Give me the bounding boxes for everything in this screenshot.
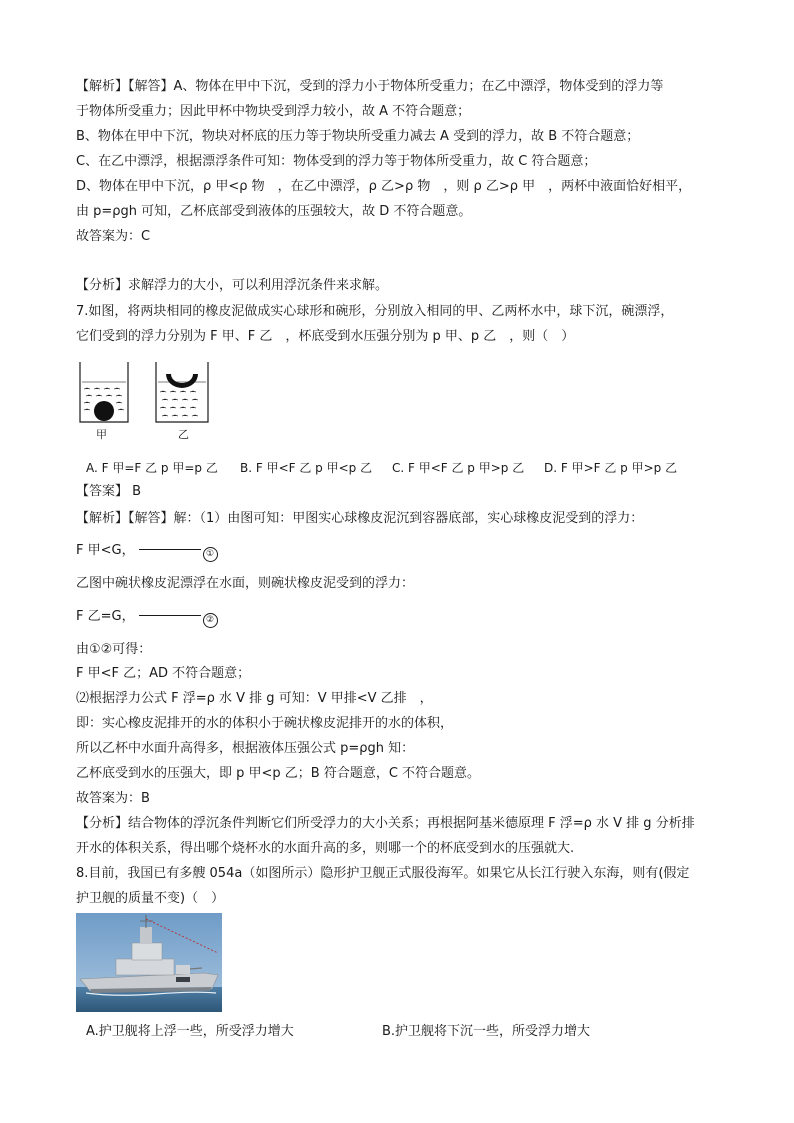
q7-stem-line-2: 它们受到的浮力分别为 F 甲、F 乙 ，杯底受到水压强分别为 p 甲、p 乙 ，则（ ） — [76, 329, 575, 344]
q6-analysis-line-6: 由 p=ρgh 可知，乙杯底部受到液体的压强较大，故 D 不符合题意。 — [76, 204, 472, 219]
q6-analysis-line-5: D、物体在甲中下沉，ρ 甲<ρ 物 ，在乙中漂浮，ρ 乙>ρ 物 ，则 ρ 乙>ρ 甲 ，两杯中液面恰好相平， — [76, 179, 692, 194]
q7-analysis-line-10: 乙杯底受到水的压强大，即 p 甲<p 乙；B 符合题意，C 不符合题意。 — [76, 766, 481, 781]
q7-option-c[interactable]: C. F 甲<F 乙 p 甲>p 乙 — [392, 461, 525, 475]
q8-option-a[interactable]: A.护卫舰将上浮一些，所受浮力增大 — [86, 1024, 294, 1039]
q6-answer: 故答案为：C — [76, 229, 151, 244]
frigate-photo — [76, 913, 222, 1012]
q7-analysis-line-1: 【解析】【解答】解：（1）由图可知：甲图实心球橡皮泥沉到容器底部，实心球橡皮泥受到的浮力： — [76, 511, 644, 526]
q7-option-a[interactable]: A. F 甲=F 乙 p 甲=p 乙 — [86, 461, 218, 475]
q7-analysis-line-7: ⑵根据浮力公式 F 浮=ρ 水 V 排 g 可知：V 甲排<V 乙排 ， — [76, 691, 433, 706]
q7-beakers-figure — [78, 360, 212, 446]
q7-analysis-line-6: F 甲<F 乙；AD 不符合题意； — [76, 666, 251, 681]
q6-analysis-line-4: C、在乙中漂浮，根据漂浮条件可知：物体受到的浮力等于物体所受重力，故 C 符合题意； — [76, 154, 597, 169]
q7-analysis-line-5: 由①②可得： — [76, 642, 152, 657]
q6-analysis-line-2: 于物体所受重力；因此甲杯中物块受到浮力较小，故 A 不符合题意； — [76, 104, 471, 119]
q7-answer: 【答案】 B — [76, 484, 142, 499]
q6-analysis-line-1: 【解析】【解答】A、物体在甲中下沉，受到的浮力小于物体所受重力；在乙中漂浮，物体受到的浮力等 — [76, 79, 664, 94]
q8-option-b[interactable]: B.护卫舰将下沉一些，所受浮力增大 — [382, 1024, 591, 1039]
q7-analysis-line-2: F 甲<G， ① — [76, 542, 218, 562]
q7-stem-line-1: 7.如图，将两块相同的橡皮泥做成实心球形和碗形，分别放入相同的甲、乙两杯水中，球下沉，碗漂浮， — [76, 304, 674, 319]
q8-stem-line-1: 8.目前，我国已有多艘 054a（如图所示）隐形护卫舰正式服役海军。如果它从长江行驶入东海，则有(假定 — [76, 866, 690, 881]
q7-summary-line-2: 开水的体积关系，得出哪个烧杯水的水面升高的多，则哪一个的杯底受到水的压强就大. — [76, 841, 575, 856]
q7-summary-line-1: 【分析】结合物体的浮沉条件判断它们所受浮力的大小关系；再根据阿基米德原理 F 浮=ρ 水 V 排 g 分析排 — [76, 816, 695, 831]
q7-answer-final: 故答案为：B — [76, 791, 150, 806]
q7-analysis-line-3: 乙图中碗状橡皮泥漂浮在水面，则碗状橡皮泥受到的浮力： — [76, 576, 415, 591]
q7-option-b[interactable]: B. F 甲<F 乙 p 甲<p 乙 — [240, 461, 373, 475]
fig-label-left: 甲 — [96, 428, 107, 441]
q7-analysis-line-4: F 乙=G， ② — [76, 608, 218, 628]
q7-option-d[interactable]: D. F 甲>F 乙 p 甲>p 乙 — [544, 461, 678, 475]
fig-label-right: 乙 — [178, 428, 189, 441]
q6-analysis-line-3: B、物体在甲中下沉，物块对杯底的压力等于物块所受重力减去 A 受到的浮力，故 B 不符合题意； — [76, 129, 640, 144]
q7-analysis-line-8: 即：实心橡皮泥排开的水的体积小于碗状橡皮泥排开的水的体积， — [76, 716, 454, 731]
q8-stem-line-2: 护卫舰的质量不变)（ ） — [76, 891, 225, 906]
q7-analysis-line-9: 所以乙杯中水面升高得多，根据液体压强公式 p=ρgh 知： — [76, 741, 415, 756]
q6-summary: 【分析】求解浮力的大小，可以利用浮沉条件来求解。 — [76, 278, 389, 293]
